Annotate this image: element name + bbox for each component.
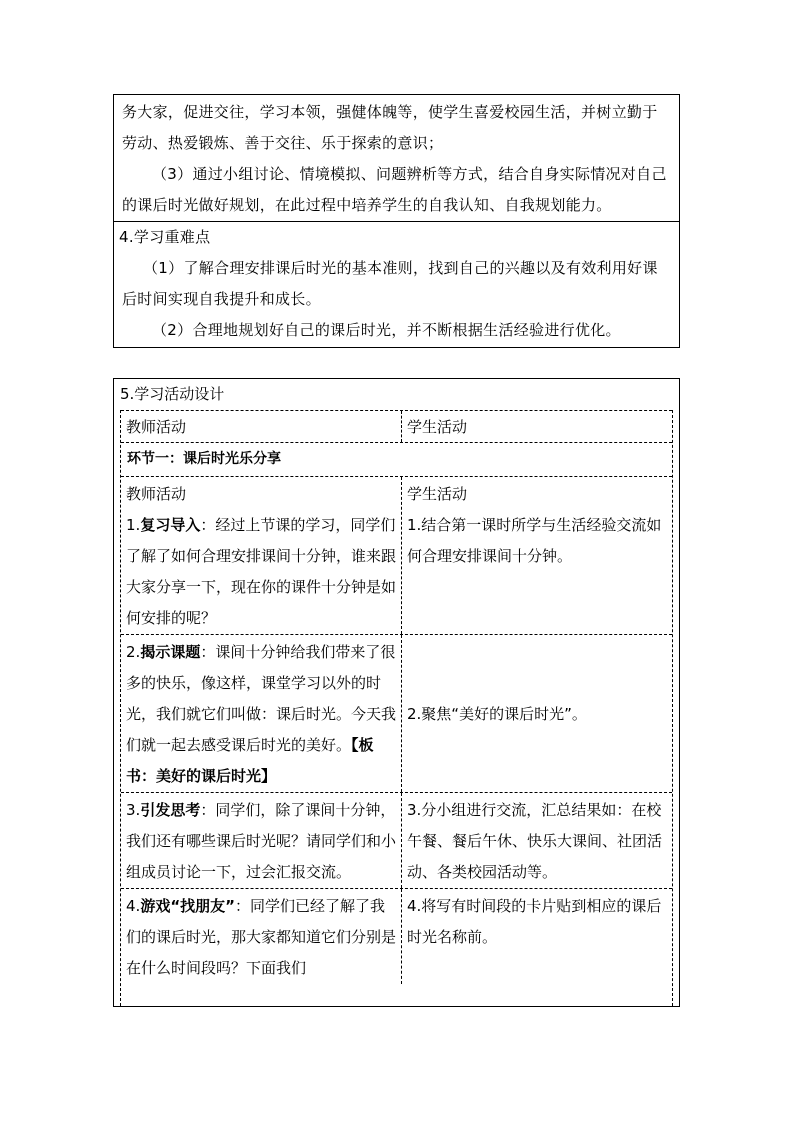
teacher-step-3: 3.引发思考：同学们，除了课间十分钟，我们还有哪些课后时光呢？请同学们和小组成员讨论一下，过会汇报交流。 bbox=[126, 801, 397, 881]
section-heading-activity: 5.学习活动设计 bbox=[120, 385, 225, 403]
student-label: 学生活动 bbox=[407, 485, 468, 503]
table-row bbox=[121, 477, 672, 635]
teacher-step-2: 2.揭示课题：课间十分钟给我们带来了很多的快乐，像这样，课堂学习以外的时光，我们就它们叫做：课后时光。今天我们就一起去感受课后时光的美好。【板书：美好的课后时光】 bbox=[126, 643, 397, 785]
student-step-4: 4.将写有时间段的卡片贴到相应的课后时光名称前。 bbox=[407, 897, 662, 946]
activity-design-box bbox=[113, 378, 680, 1007]
teacher-label: 教师活动 bbox=[126, 485, 187, 503]
student-step-3: 3.分小组进行交流，汇总结果如：在校午餐、餐后午休、快乐大课间、社团活动、各类校园活动等。 bbox=[407, 801, 663, 881]
teacher-step-1: 1.复习导入：经过上节课的学习，同学们了解了如何合理安排课间十分钟，谁来跟大家分享一下，现在你的课件十分钟是如何安排的呢？ bbox=[126, 516, 397, 627]
table-header-row bbox=[121, 410, 672, 442]
student-step-1: 1.结合第一课时所学与生活经验交流如何合理安排课间十分钟。 bbox=[407, 516, 662, 565]
objective-paragraph-3: （3）通过小组讨论、情境模拟、问题辨析等方式，结合自身实际情况对自己的课后时光做好规划，在此过程中培养学生的自我认知、自我规划能力。 bbox=[122, 165, 667, 214]
key-point-1: （1）了解合理安排课后时光的基本准则，找到自己的兴趣以及有效利用好课后时间实现自我提升和成长。 bbox=[122, 259, 658, 308]
stage-title: 环节一：课后时光乐分享 bbox=[121, 442, 672, 477]
table-row bbox=[121, 635, 672, 793]
section-heading-key-points: 4.学习重难点 bbox=[119, 228, 211, 246]
teacher-step-4: 4.游戏“找朋友”：同学们已经了解了我们的课后时光，那大家都知道它们分别是在什么时间段吗？下面我们 bbox=[126, 897, 397, 977]
table-row bbox=[121, 793, 672, 889]
table-row bbox=[121, 889, 672, 984]
header-teacher: 教师活动 bbox=[121, 411, 402, 442]
activity-table bbox=[120, 410, 673, 1006]
student-step-2: 2.聚焦“美好的课后时光”。 bbox=[407, 705, 587, 723]
objective-paragraph-continued: 务大家，促进交往，学习本领，强健体魄等，使学生喜爱校园生活，并树立勤于劳动、热爱锻炼、善于交往、乐于探索的意识； bbox=[122, 103, 658, 152]
key-point-2: （2）合理地规划好自己的课后时光，并不断根据生活经验进行优化。 bbox=[152, 321, 621, 339]
header-student: 学生活动 bbox=[407, 418, 468, 436]
objectives-box bbox=[113, 94, 680, 348]
